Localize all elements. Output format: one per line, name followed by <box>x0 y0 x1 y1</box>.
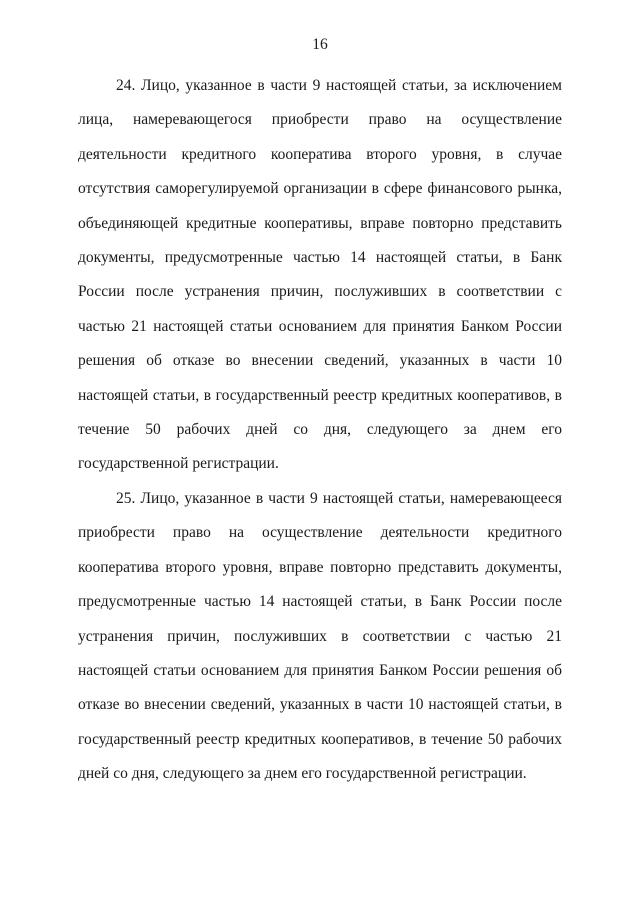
paragraph-24: 24. Лицо, указанное в части 9 настоящей статьи, за исключением лица, намеревающегося приобрести право на осуществление деятельности кредитного кооператива второго уровня, в случае отсутствия саморегулируемой организации в сфере финансового рынка, объединяющей кредитные кооперативы, вправе повторно представить документы, предусмотренные частью 14 настоящей статьи, в Банк России после устранения причин, послуживших в соответствии с частью 21 настоящей статьи основанием для принятия Банком России решения об отказе во внесении сведений, указанных в части 10 настоящей статьи, в государственный реестр кредитных кооперативов, в течение 50 рабочих дней со дня, следующего за днем его государственной регистрации. <box>78 77 562 473</box>
page-number: 16 <box>312 36 328 53</box>
paragraph-25: 25. Лицо, указанное в части 9 настоящей статьи, намеревающееся приобрести право на осуществление деятельности кредитного кооператива второго уровня, вправе повторно представить документы, предусмотренные частью 14 настоящей статьи, в Банк России после устранения причин, послуживших в соответствии с частью 21 настоящей статьи основанием для принятия Банком России решения об отказе во внесении сведений, указанных в части 10 настоящей статьи, в государственный реестр кредитных кооперативов, в течение 50 рабочих дней со дня, следующего за днем его государственной регистрации. <box>78 489 562 783</box>
document-body <box>78 69 562 792</box>
